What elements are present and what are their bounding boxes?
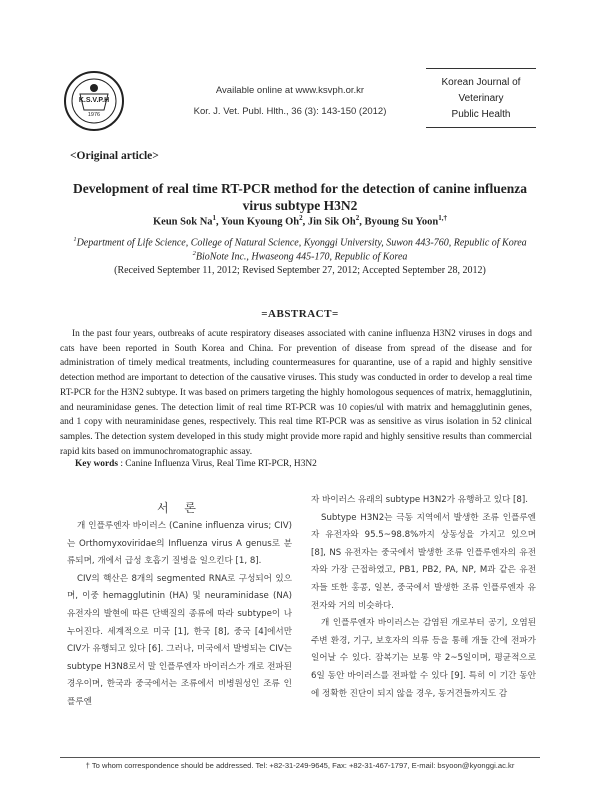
author-list: Keun Sok Na$^1$, Youn Kyoung Oh$^2$, Jin Sik Oh$^2$, Byoung Su Yoon$^{1,\dagger}$ <box>153 214 447 228</box>
affiliation-text: BioNote Inc., Hwaseong 445-170, Republic of Korea <box>195 251 408 263</box>
author-name: Jin Sik Oh <box>307 216 356 228</box>
affiliation-sup: 2 <box>192 250 196 257</box>
affiliation-text: Department of Life Science, College of Natural Science, Kyonggi University, Suwon 443-760, Republic of Korea <box>76 237 527 249</box>
affiliation <box>30 250 570 262</box>
left-column <box>67 498 292 712</box>
received-dates: (Received September 11, 2012; Revised September 27, 2012; Accepted September 28, 2012) <box>114 265 486 276</box>
availability-text: Available online at www.ksvph.or.kr <box>215 85 365 96</box>
footnote: † To whom correspondence should be addressed. Tel: +82-31-249-9645, Fax: +82-31-467-1797, E-mail: bsyoon@kyonggi.ac.kr <box>85 761 515 770</box>
journal-name-line: Veterinary <box>458 93 504 104</box>
journal-name-line: Public Health <box>451 109 511 120</box>
keywords-label: Key words <box>75 459 118 469</box>
body-paragraph: 자 바이러스 유래의 subtype H3N2가 유행하고 있다 [8]. <box>311 495 528 505</box>
body-paragraph: Subtype H3N2는 극동 지역에서 발생한 조류 인플루엔자 유전자와 95.5~98.8%까지 상동성을 가지고 있으며 [8], NS 유전자는 중국에서 발생한 조류 인플루엔자의 유전자와 가장 근접하였고, PB1, PB2, PA, NP, M과 같은 유전자들 또한 홍콩, 일본, 중국에서 발생한 조류 인플루엔자 유전자와 거의 비슷하다. <box>311 512 536 611</box>
author-sup: 2 <box>299 214 303 222</box>
journal-name-line: Korean Journal of <box>441 77 521 88</box>
article-type: <Original article> <box>70 150 159 162</box>
author-sup: 1 <box>212 214 217 222</box>
journal-name-box <box>426 68 536 128</box>
author-name: Byoung Su Yoon <box>364 216 439 228</box>
body-paragraph: 개 인플루엔자 바이러스 (Canine influenza virus; CIV)는 Orthomyxoviridae의 Influenza virus A genus로 분류되며, 개에서 급성 호흡기 질병을 일으킨다 [1, 8]. <box>67 521 292 567</box>
svg-text:1976: 1976 <box>87 112 101 118</box>
right-column <box>311 492 536 703</box>
society-logo <box>63 70 125 132</box>
abstract-text: In the past four years, outbreaks of acute respiratory diseases associated with canine influenza H3N2 viruses in dogs and cats have been reported in South Korea and China. For prevention of disease from spread of the disease and for administration of timely medical treatments, including countermeasures for quarantine, use of a rapid and highly sensitive detection method are important to detection of the causative viruses. This study was conducted in order to develop a real time RT-PCR for the H3N2 subtype. It was based on primers targeting the highly homologous sequences of matrix, hemagglutinin, and neuraminidase genes. The detection limit of real time RT-PCR was 10 copies/ul with matrix and hemagglutinin genes, and 1 copy with neuraminidase genes, respectively. This real time RT-PCR was as sensitive as virus isolation in 52 clinical samples. The detection system developed in this study might provide more rapid and highly sensitive results than commercial rapid kits based on immunochromatographic assay. <box>60 329 532 457</box>
footnote-divider <box>60 757 540 758</box>
author-sup: 1,† <box>438 214 447 222</box>
body-paragraph: 개 인플루엔자 바이러스는 감염된 개로부터 공기, 오염된 주변 환경, 기구, 보호자의 의류 등을 통해 개들 간에 전파가 일어날 수 있다. 잠복기는 보통 약 2~5일이며, 평균적으로 6일 동안 바이러스를 전파할 수 있다 [9]. 특히 이 기간 동안에 정확한 진단이 되지 않을 경우, 동거견들까지도 감 <box>311 618 536 699</box>
abstract-heading: =ABSTRACT= <box>261 308 339 320</box>
title-line: virus subtype H3N2 <box>242 198 358 213</box>
body-paragraph: CIV의 핵산은 8개의 segmented RNA로 구성되어 있으며, 이중 hemagglutinin (HA) 및 neuraminidase (NA) 유전자의 발현에 따른 단백질의 종류에 따라 subtype이 나누어진다. 세계적으로 미국 [1], 한국 [8], 중국 [4]에서만 CIV가 유행되고 있다 [6]. 그러나, 미국에서 발병되는 CIV는 subtype H3N8로서 말 인플루엔자 바이러스가 개로 전파된 경우이며, 한국과 중국에서는 조류에서 비병원성인 조류 인플루엔 <box>67 573 292 707</box>
affiliation <box>30 236 570 248</box>
keywords <box>75 459 317 469</box>
author-name: Keun Sok Na <box>153 216 213 228</box>
article-title <box>60 180 540 214</box>
author-sup: 2 <box>355 214 360 222</box>
section-heading: 서 론 <box>157 501 202 515</box>
citation-text: Kor. J. Vet. Publ. Hlth., 36 (3): 143-150 (2012) <box>193 106 387 117</box>
svg-text:K.S.V.P.H: K.S.V.P.H <box>78 97 110 104</box>
journal-info <box>150 80 430 122</box>
title-line: Development of real time RT-PCR method for the detection of canine influenza <box>72 181 528 196</box>
affiliation-sup: 1 <box>73 236 77 243</box>
author-name: Youn Kyoung Oh <box>220 216 300 228</box>
keywords-text: : Canine Influenza Virus, Real Time RT-PCR, H3N2 <box>120 459 317 469</box>
